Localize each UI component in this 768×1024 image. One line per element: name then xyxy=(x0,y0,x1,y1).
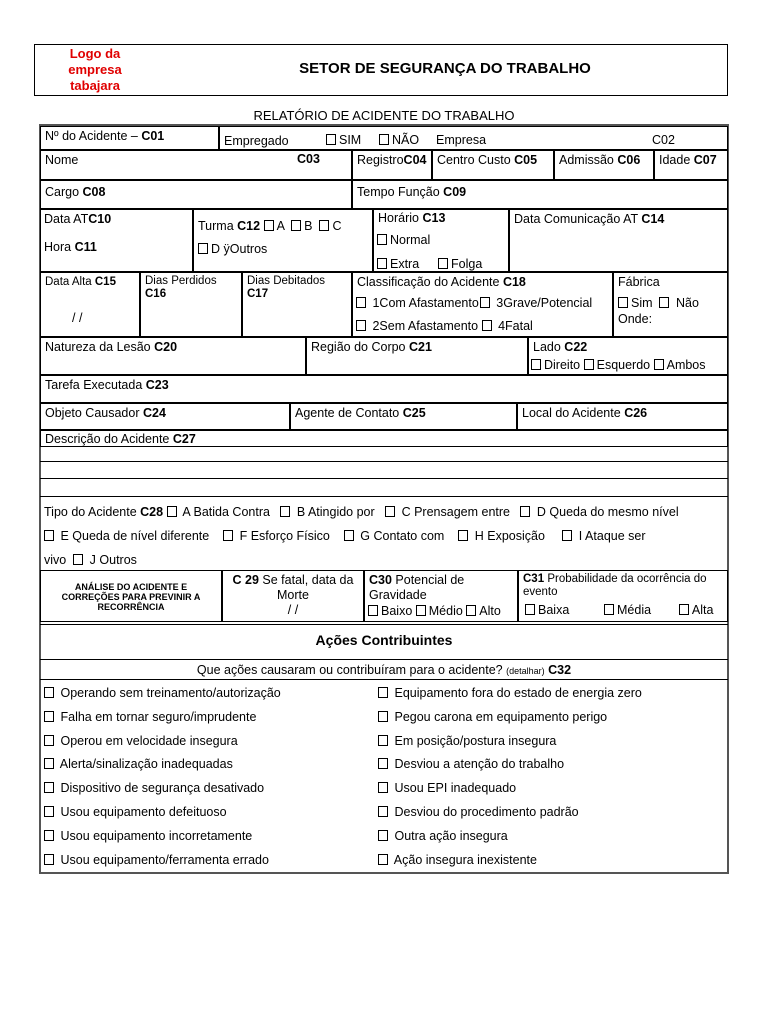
turma-row-1 xyxy=(198,219,342,234)
tipo-f-label: F Esforço Físico xyxy=(239,529,330,543)
c29-cell[interactable] xyxy=(222,570,364,622)
data-comunicacao-label: Data Comunicação AT xyxy=(514,212,638,226)
tipo-c-label: C Prensagem entre xyxy=(401,505,510,519)
lado-code: C22 xyxy=(564,340,588,354)
c31-evento-label: evento xyxy=(523,586,558,598)
checkbox[interactable] xyxy=(44,711,54,722)
checkbox[interactable] xyxy=(326,134,336,145)
tipo-a-label: A Batida Contra xyxy=(182,505,270,519)
c30-baixo-checkbox[interactable] xyxy=(368,605,378,616)
report-title: RELATÓRIO DE ACIDENTE DO TRABALHO xyxy=(253,108,515,123)
tipo-acidente-label: Tipo do Acidente xyxy=(44,505,137,519)
data-alta-code: C15 xyxy=(94,276,116,288)
c31-code: C31 xyxy=(523,573,545,585)
acoes-code: C32 xyxy=(548,663,572,677)
lado-label: Lado xyxy=(533,340,561,354)
cargo-code: C08 xyxy=(82,185,106,199)
classificacao-label: Classificação do Acidente xyxy=(357,275,500,289)
com-afastamento-checkbox[interactable] xyxy=(356,297,366,308)
c31-alta-checkbox[interactable] xyxy=(679,604,689,615)
checkbox[interactable] xyxy=(378,711,388,722)
tipo-i-label: I Ataque ser xyxy=(578,529,646,543)
accident-no-label: Nº do Acidente – xyxy=(45,129,138,143)
company-label: Empresa xyxy=(436,133,487,147)
turma-a-label: A xyxy=(276,219,285,233)
turma-code: C12 xyxy=(237,219,261,233)
horario-folga-option[interactable] xyxy=(438,257,482,272)
fabrica-onde: Onde: xyxy=(618,312,653,326)
employee-sim-option[interactable] xyxy=(326,133,361,148)
tipo-h-label: H Exposição xyxy=(474,529,545,543)
turma-d-label: D xyxy=(211,242,221,256)
c30-alto-label: Alto xyxy=(479,604,501,618)
checkbox[interactable] xyxy=(377,258,387,269)
acao-label: Usou equipamento/ferramenta errado xyxy=(60,852,269,867)
c29-label: Se fatal, data da xyxy=(262,573,354,587)
descricao-code: C27 xyxy=(172,432,196,446)
name-label: Nome xyxy=(45,153,79,167)
c31-label: Probabilidade da ocorrência do xyxy=(547,573,707,585)
turma-a-checkbox[interactable] xyxy=(264,220,274,231)
acao-item[interactable] xyxy=(378,710,607,725)
c31-options xyxy=(525,603,713,618)
checkbox[interactable] xyxy=(377,234,387,245)
objeto-causador-cell[interactable] xyxy=(40,403,290,430)
tipo-d-label: D Queda do mesmo nível xyxy=(536,505,679,519)
hora-code: C11 xyxy=(74,240,97,254)
descricao-label: Descrição do Acidente xyxy=(45,432,170,446)
tipo-e-checkbox[interactable] xyxy=(44,530,54,541)
cargo-label: Cargo xyxy=(45,185,80,199)
regiao-corpo-code: C21 xyxy=(409,340,432,354)
acao-item[interactable] xyxy=(378,853,537,868)
acao-label: Equipamento fora do estado de energia zero xyxy=(394,686,642,700)
acoes-detalhar: (detalhar) xyxy=(506,666,545,676)
age-label: Idade xyxy=(659,153,691,167)
tipo-b-label: B Atingido por xyxy=(296,505,375,519)
normal-label: Normal xyxy=(390,233,431,247)
checkbox[interactable] xyxy=(378,854,388,865)
page-title: SETOR DE SEGURANÇA DO TRABALHO xyxy=(299,60,591,77)
checkbox[interactable] xyxy=(44,687,54,698)
descricao-line[interactable] xyxy=(40,478,728,479)
dias-debitados-label: Dias Debitados xyxy=(247,275,325,287)
c31-alta-label: Alta xyxy=(691,603,714,617)
fatal-label: 4Fatal xyxy=(498,319,533,333)
c29-morte-label: Morte xyxy=(277,588,309,602)
tipo-h-checkbox[interactable] xyxy=(458,530,468,541)
fabrica-nao-checkbox[interactable] xyxy=(659,297,669,308)
divider xyxy=(40,659,728,660)
tempo-funcao-code: C09 xyxy=(443,185,467,199)
natureza-lesao-code: C20 xyxy=(154,340,178,354)
objeto-causador-code: C24 xyxy=(143,406,166,420)
turma-d-checkbox[interactable] xyxy=(198,243,208,254)
turma-y-label: ÿ xyxy=(223,242,230,256)
cost-center-label: Centro Custo xyxy=(437,153,511,167)
c30-baixo-label: Baixo xyxy=(381,604,413,618)
c30-medio-label: Médio xyxy=(428,604,463,618)
turma-c-label: C xyxy=(332,219,342,233)
lado-options xyxy=(531,358,706,373)
local-acidente-cell[interactable] xyxy=(517,403,728,430)
checkbox[interactable] xyxy=(378,806,388,817)
turma-b-checkbox[interactable] xyxy=(291,220,301,231)
tipo-j-checkbox[interactable] xyxy=(73,554,83,565)
extra-label: Extra xyxy=(390,257,420,271)
natureza-lesao-label: Natureza da Lesão xyxy=(45,340,151,354)
acao-label: Desviou a atenção do trabalho xyxy=(394,757,565,772)
agente-contato-code: C25 xyxy=(402,406,426,420)
c30-options xyxy=(368,604,501,619)
acao-label: Usou equipamento defeituoso xyxy=(60,805,227,819)
checkbox[interactable] xyxy=(378,735,388,746)
data-at-code: C10 xyxy=(88,212,112,226)
divider xyxy=(40,679,728,680)
accident-no-cell[interactable] xyxy=(40,126,219,150)
analise-label: ANÁLISE DO ACIDENTE E CORREÇÕES PARA PREVINIR A RECORRÊNCIA xyxy=(61,582,201,612)
checkbox[interactable] xyxy=(438,258,448,269)
c30-code: C30 xyxy=(369,573,392,587)
cargo-cell[interactable] xyxy=(40,180,352,209)
acao-label: Falha em tornar seguro/imprudente xyxy=(60,709,257,724)
acao-item[interactable] xyxy=(44,781,264,796)
data-comunicacao-code: C14 xyxy=(641,212,665,226)
classificacao-row-2 xyxy=(356,319,533,334)
c30-gravidade-label: Gravidade xyxy=(369,588,427,602)
fabrica-options xyxy=(618,296,699,311)
accident-no-code: C01 xyxy=(141,129,165,143)
agente-contato-label: Agente de Contato xyxy=(295,406,400,420)
cost-center-cell[interactable] xyxy=(432,150,554,180)
turma-b-label: B xyxy=(304,219,313,233)
classificacao-row-1 xyxy=(356,296,592,311)
nao-label: NÃO xyxy=(392,133,420,147)
c31-baixa-checkbox[interactable] xyxy=(525,604,535,615)
c31-baixa-label: Baixa xyxy=(538,603,570,617)
name-code: C03 xyxy=(297,152,320,166)
objeto-causador-label: Objeto Causador xyxy=(45,406,140,420)
tipo-f-checkbox[interactable] xyxy=(223,530,233,541)
fabrica-sim-label: Sim xyxy=(631,296,653,310)
descricao-cell[interactable] xyxy=(40,430,728,447)
acao-item[interactable] xyxy=(44,853,269,868)
acao-item[interactable] xyxy=(378,734,556,749)
local-acidente-code: C26 xyxy=(624,406,648,420)
fabrica-sim-checkbox[interactable] xyxy=(618,297,628,308)
acao-label: Alerta/sinalização inadequadas xyxy=(59,757,233,772)
direito-label: Direito xyxy=(544,358,581,372)
turma-label: Turma xyxy=(198,219,234,233)
acao-label: Desviou do procedimento padrão xyxy=(394,805,579,819)
checkbox[interactable] xyxy=(378,687,388,698)
tipo-acidente-row-2 xyxy=(44,529,646,544)
acoes-title: Ações Contribuintes xyxy=(315,632,453,648)
acao-item[interactable] xyxy=(44,734,238,749)
tipo-vivo-label: vivo xyxy=(44,553,67,567)
admission-cell[interactable] xyxy=(554,150,654,180)
employee-label: Empregado xyxy=(224,134,289,148)
acao-item[interactable] xyxy=(378,757,564,772)
c31-media-checkbox[interactable] xyxy=(604,604,614,615)
turma-row-2 xyxy=(198,242,267,257)
c31-media-label: Média xyxy=(617,603,652,617)
tipo-e-label: E Queda de nível diferente xyxy=(60,529,210,543)
acao-item[interactable] xyxy=(378,781,516,796)
tarefa-cell[interactable] xyxy=(40,375,728,403)
data-comunicacao-cell[interactable] xyxy=(509,209,728,272)
tipo-acidente-row-3 xyxy=(44,553,137,568)
dias-debitados-cell[interactable] xyxy=(242,272,352,337)
fatal-checkbox[interactable] xyxy=(482,320,492,331)
folga-label: Folga xyxy=(451,257,483,271)
data-alta-cell[interactable] xyxy=(40,272,140,337)
agente-contato-cell[interactable] xyxy=(290,403,517,430)
age-code: C07 xyxy=(693,153,717,167)
acao-item[interactable] xyxy=(44,757,233,772)
turma-c-checkbox[interactable] xyxy=(319,220,329,231)
dias-perdidos-code: C16 xyxy=(145,288,167,300)
acao-label: Usou EPI inadequado xyxy=(394,781,517,796)
acao-item[interactable] xyxy=(378,805,579,820)
turma-outros-label: Outros xyxy=(229,242,268,256)
checkbox[interactable] xyxy=(44,758,54,769)
dias-perdidos-label: Dias Perdidos xyxy=(145,275,217,287)
acao-label: Dispositivo de segurança desativado xyxy=(60,781,265,796)
esquerdo-checkbox[interactable] xyxy=(584,359,594,370)
acao-label: Operando sem treinamento/autorização xyxy=(60,686,281,700)
tipo-j-label: J Outros xyxy=(89,553,137,567)
acao-item[interactable] xyxy=(378,829,508,844)
checkbox[interactable] xyxy=(379,134,389,145)
tipo-g-checkbox[interactable] xyxy=(344,530,354,541)
esquerdo-label: Esquerdo xyxy=(596,358,651,372)
acao-item[interactable] xyxy=(44,710,256,725)
ambos-label: Ambos xyxy=(666,358,706,372)
acao-item[interactable] xyxy=(44,805,227,820)
checkbox[interactable] xyxy=(44,735,54,746)
c30-alto-checkbox[interactable] xyxy=(466,605,476,616)
c29-date: / / xyxy=(287,603,299,617)
company-logo: Logo da empresa tabajara xyxy=(68,46,122,93)
tarefa-code: C23 xyxy=(145,378,169,392)
data-at-label: Data AT xyxy=(44,212,89,226)
tempo-funcao-cell[interactable] xyxy=(352,180,728,209)
checkbox[interactable] xyxy=(44,806,54,817)
c30-label: Potencial de xyxy=(395,573,465,587)
registro-code: C04 xyxy=(403,153,427,167)
checkbox[interactable] xyxy=(378,830,388,841)
cost-center-code: C05 xyxy=(514,153,538,167)
tipo-acidente-code: C28 xyxy=(140,505,164,519)
dias-perdidos-cell[interactable] xyxy=(140,272,242,337)
data-at-field xyxy=(44,212,111,227)
data-alta-label: Data Alta xyxy=(45,276,92,288)
tipo-a-checkbox[interactable] xyxy=(167,506,177,517)
sim-label: SIM xyxy=(339,133,362,147)
descricao-line[interactable] xyxy=(40,461,728,462)
grave-potencial-checkbox[interactable] xyxy=(480,297,490,308)
hora-field xyxy=(44,240,97,255)
age-cell[interactable] xyxy=(654,150,728,180)
acao-label: Usou equipamento incorretamente xyxy=(60,828,253,843)
tarefa-label: Tarefa Executada xyxy=(45,378,143,392)
registro-label: Registro xyxy=(357,153,404,167)
acao-item[interactable] xyxy=(44,829,252,844)
employee-nao-option[interactable] xyxy=(379,133,419,148)
admission-code: C06 xyxy=(617,153,641,167)
acao-label: Operou em velocidade insegura xyxy=(60,733,238,748)
c29-code: C 29 xyxy=(232,573,259,587)
grave-potencial-label: 3Grave/Potencial xyxy=(496,296,593,310)
horario-label: Horário xyxy=(378,211,419,225)
acoes-question-text: Que ações causaram ou contribuíram para o acidente? xyxy=(196,663,503,677)
dias-debitados-code: C17 xyxy=(247,288,269,300)
horario-normal-option[interactable] xyxy=(377,233,430,248)
sem-afastamento-checkbox[interactable] xyxy=(356,320,366,331)
checkbox[interactable] xyxy=(378,758,388,769)
acao-label: Pegou carona em equipamento perigo xyxy=(394,709,608,724)
fabrica-nao-label: Não xyxy=(675,296,699,310)
admission-label: Admissão xyxy=(559,153,614,167)
regiao-corpo-label: Região do Corpo xyxy=(311,340,406,354)
direito-checkbox[interactable] xyxy=(531,359,541,370)
data-alta-date: / / xyxy=(72,311,83,325)
checkbox[interactable] xyxy=(378,782,388,793)
tipo-i-checkbox[interactable] xyxy=(562,530,572,541)
c30-medio-checkbox[interactable] xyxy=(416,605,426,616)
tipo-b-checkbox[interactable] xyxy=(280,506,290,517)
checkbox[interactable] xyxy=(44,854,54,865)
checkbox[interactable] xyxy=(44,830,54,841)
horario-extra-option[interactable] xyxy=(377,257,419,272)
acao-label: Ação insegura inexistente xyxy=(393,852,537,867)
descricao-line[interactable] xyxy=(40,496,728,497)
acao-item[interactable] xyxy=(378,686,642,701)
hora-label: Hora xyxy=(44,240,72,254)
registro-cell[interactable] xyxy=(352,150,432,180)
checkbox[interactable] xyxy=(44,782,54,793)
sem-afastamento-label: 2Sem Afastamento xyxy=(372,319,479,333)
horario-field xyxy=(378,211,445,226)
regiao-corpo-cell[interactable] xyxy=(306,337,528,375)
tipo-c-checkbox[interactable] xyxy=(385,506,395,517)
local-acidente-label: Local do Acidente xyxy=(522,406,621,420)
acao-label: Outra ação insegura xyxy=(394,828,508,843)
ambos-checkbox[interactable] xyxy=(654,359,664,370)
tipo-d-checkbox[interactable] xyxy=(520,506,530,517)
acao-label: Em posição/postura insegura xyxy=(394,733,557,748)
acao-item[interactable] xyxy=(44,686,281,701)
acoes-question xyxy=(40,663,728,679)
horario-code: C13 xyxy=(422,211,446,225)
divider xyxy=(40,624,728,625)
company-code: C02 xyxy=(652,133,675,147)
tipo-acidente-row-1 xyxy=(44,505,679,520)
com-afastamento-label: 1Com Afastamento xyxy=(372,296,479,310)
tempo-funcao-label: Tempo Função xyxy=(357,185,440,199)
tipo-g-label: G Contato com xyxy=(360,529,445,543)
classificacao-code: C18 xyxy=(502,275,526,289)
natureza-lesao-cell[interactable] xyxy=(40,337,306,375)
fabrica-label: Fábrica xyxy=(618,275,660,289)
